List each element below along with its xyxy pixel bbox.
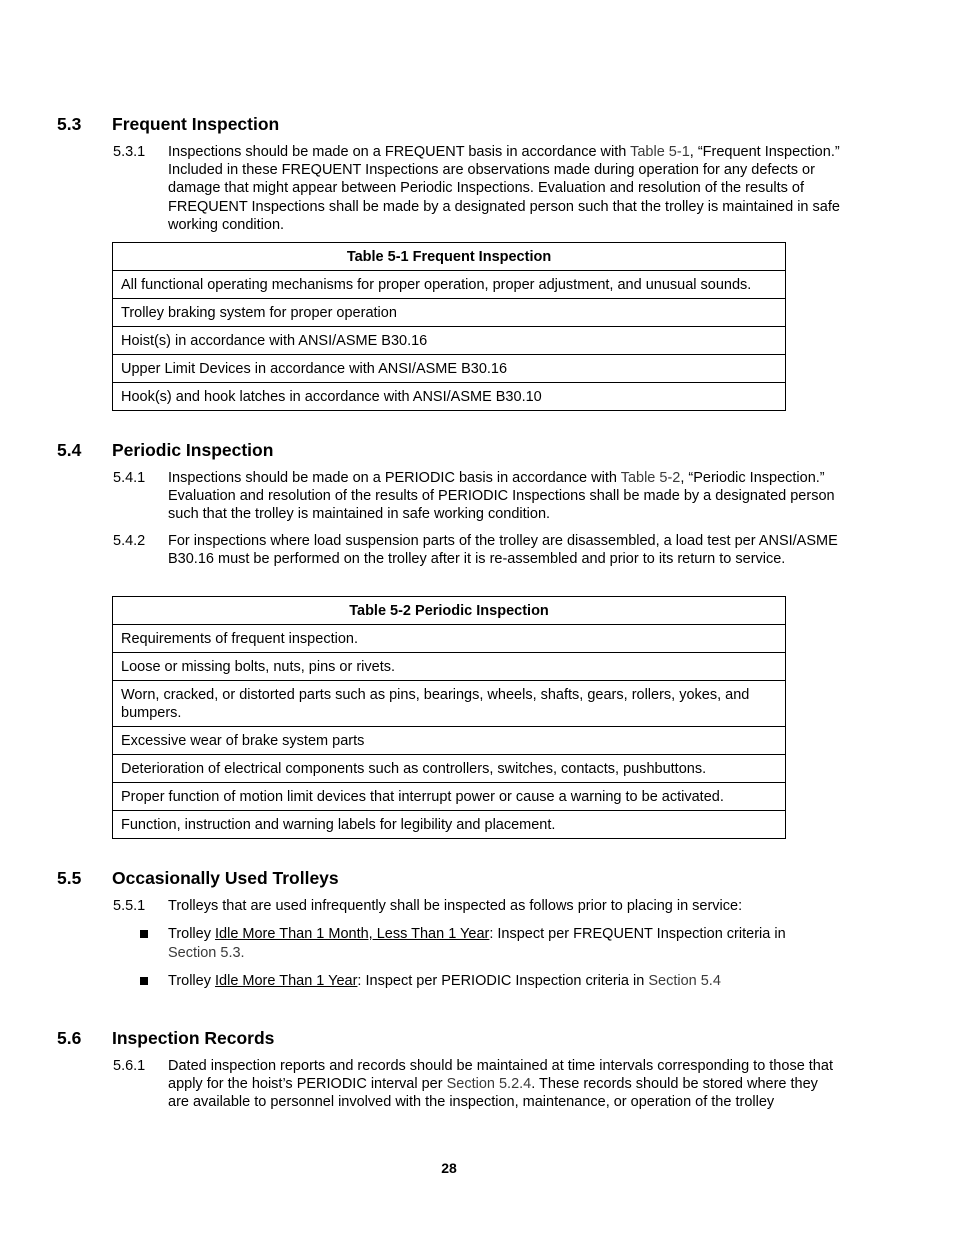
bullet-underlined-text: Idle More Than 1 Year [215, 973, 358, 989]
paragraph-text: For inspections where load suspension parts of the trolley are disassembled, a load test per ANSI/ASME B30.16 must be performed on the trolley after it is re-assembled and prior to its return to service. [168, 533, 838, 568]
table-row: All functional operating mechanisms for proper operation, proper adjustment, and unusual sounds. [113, 271, 786, 299]
paragraph-number: 5.3.1 [113, 144, 146, 160]
section-heading: Frequent Inspection [112, 114, 280, 134]
section-number: 5.5 [57, 868, 82, 888]
table-row: Hook(s) and hook latches in accordance with ANSI/ASME B30.10 [113, 383, 786, 411]
paragraph-number: 5.4.2 [113, 533, 146, 549]
section-heading: Occasionally Used Trolleys [112, 868, 339, 888]
bullet-text [168, 972, 818, 991]
table-row: Deterioration of electrical components such as controllers, switches, contacts, pushbuttons. [113, 755, 786, 783]
paragraph-text-part: , “Periodic Inspection.” Evaluation and resolution of the results of PERIODIC Inspections shall be made by a designated person such that the trolley is maintained in safe working condition. [168, 470, 835, 523]
paragraph-text-part: Inspections should be made on a FREQUENT basis in accordance with [168, 144, 631, 160]
paragraph-number: 5.6.1 [113, 1058, 146, 1074]
paragraph-text-part: Inspections should be made on a PERIODIC basis in accordance with [168, 470, 621, 486]
paragraph-text-part: , “Frequent Inspection.” Included in these FREQUENT Inspections are observations made during operation for any defects or damage that might appear between Periodic Inspections. Evaluation and resolution of the results of FREQUENT Inspections shall be made by a designated person such that the trolley is maintained in safe working condition. [168, 144, 840, 233]
bullet-text-part: : Inspect per FREQUENT Inspection criteria in [489, 926, 786, 942]
frequent-inspection-table [112, 242, 786, 411]
paragraph-number: 5.5.1 [113, 898, 146, 914]
bullet-text-part: Trolley [168, 926, 215, 942]
paragraph-text-part: . These records should be stored where they are available to personnel involved with the inspection, maintenance, or operation of the trolley [168, 1076, 818, 1111]
table-row: Trolley braking system for proper operation [113, 299, 786, 327]
paragraph-text-part: Dated inspection reports and records should be maintained at time intervals corresponding to those that apply for the hoist’s PERIODIC interval per [168, 1058, 833, 1093]
paragraph-text [168, 143, 840, 234]
bullet-text-part: Trolley [168, 973, 215, 989]
section-number: 5.4 [57, 440, 82, 460]
section-heading: Periodic Inspection [112, 440, 274, 460]
table-row: Hoist(s) in accordance with ANSI/ASME B30.16 [113, 327, 786, 355]
bullet-text [168, 925, 818, 962]
table-reference: Table 5-1 [630, 144, 690, 160]
table-row: Excessive wear of brake system parts [113, 727, 786, 755]
table-row: Upper Limit Devices in accordance with ANSI/ASME B30.16 [113, 355, 786, 383]
section-reference: Section 5.4 [648, 973, 721, 989]
section-reference: Section 5.3. [168, 944, 245, 961]
paragraph-text: Trolleys that are used infrequently shall be inspected as follows prior to placing in service: [168, 898, 743, 914]
table-row: Requirements of frequent inspection. [113, 625, 786, 653]
table-reference: Table 5-2 [620, 470, 681, 486]
table-row: Worn, cracked, or distorted parts such as pins, bearings, wheels, shafts, gears, rollers, yokes, and bumpers. [113, 681, 786, 727]
square-bullet-icon [140, 930, 148, 938]
table-caption: Table 5-1 Frequent Inspection [113, 243, 786, 271]
table-caption: Table 5-2 Periodic Inspection [113, 597, 786, 625]
bullet-text-part: : Inspect per PERIODIC Inspection criteria in [357, 973, 649, 989]
section-number: 5.3 [57, 114, 82, 134]
bullet-underlined-text: Idle More Than 1 Month, Less Than 1 Year [215, 926, 490, 942]
paragraph-text [168, 469, 840, 524]
section-reference: Section 5.2.4 [446, 1076, 532, 1093]
table-row: Proper function of motion limit devices that interrupt power or cause a warning to be activated. [113, 783, 786, 811]
section-number: 5.6 [57, 1028, 82, 1048]
table-row: Function, instruction and warning labels for legibility and placement. [113, 811, 786, 839]
square-bullet-icon [140, 977, 148, 985]
paragraph-text [168, 1057, 840, 1112]
table-row: Loose or missing bolts, nuts, pins or rivets. [113, 653, 786, 681]
paragraph-number: 5.4.1 [113, 470, 146, 486]
section-heading: Inspection Records [112, 1028, 275, 1048]
periodic-inspection-table [112, 596, 786, 839]
page-number: 28 [441, 1160, 457, 1176]
